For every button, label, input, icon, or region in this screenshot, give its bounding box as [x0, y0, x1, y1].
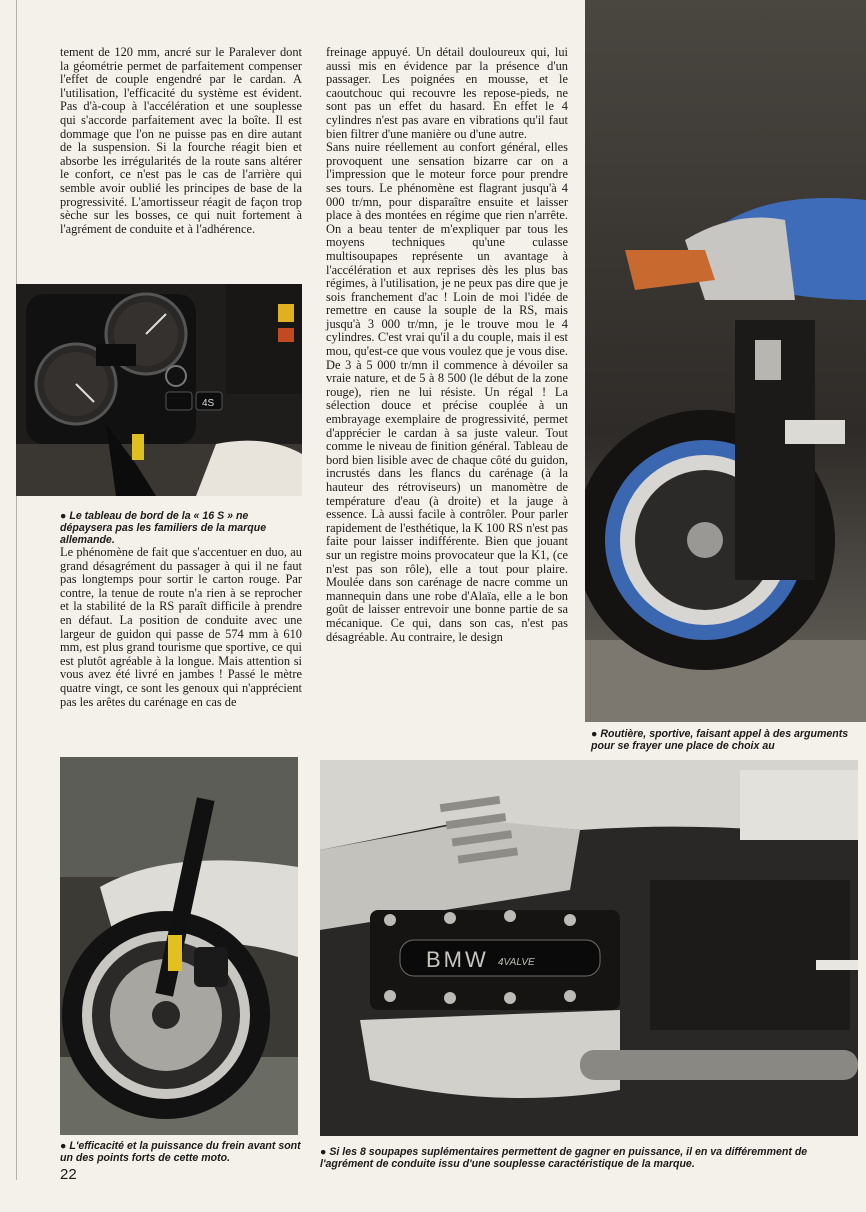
- caption-engine: [320, 1146, 840, 1170]
- caption-side-view: [591, 728, 859, 752]
- front-brake-photo: [60, 757, 298, 1135]
- side-view-photo: [585, 0, 866, 722]
- article-column-left-top: [60, 46, 302, 236]
- engine-photo: [320, 760, 858, 1136]
- caption-text: ● Le tableau de bord de la « 16 S » ne dépaysera pas les familiers de la marque allemande.: [60, 510, 267, 546]
- article-paragraph: tement de 120 mm, ancré sur le Paralever dont la géométrie permet de parfaitement compenser l'effet de couple engendré par le cardan. A l'utilisation, l'efficacité du système est évident. Pas d'à-coup à l'accélération et une souplesse qui s'accorde parfaitement avec la boîte. Il est dommage que l'on ne puisse pas en dire autant de la suspension. Si la fourche réagit bien et absorbe les irrégularités de la route sans altérer le confort, ce n'est pas le cas de l'arrière qui semble avoir oublié les principes de base de la progressivité. L'amortisseur réagit de façon trop sèche sur les bosses, ce qui nuit fortement à l'agrément de conduite et à l'adhérence.: [60, 45, 302, 236]
- engine-badge-text: 4VALVE: [498, 957, 535, 968]
- dashboard-photo: [16, 284, 302, 496]
- page-number: 22: [60, 1166, 77, 1183]
- dash-button-label: 4S: [202, 398, 215, 409]
- page-margin-rule: [16, 0, 17, 1180]
- caption-text: ● Routière, sportive, faisant appel à des arguments pour se frayer une place de choix au: [591, 728, 849, 752]
- caption-text: ● L'efficacité et la puissance du frein avant sont un des points forts de cette moto.: [60, 1140, 301, 1164]
- caption-text: ● Si les 8 soupapes suplémentaires permettent de gagner en puissance, il en va différemment de l'agrément de conduite issu d'une souplesse caractéristique de la marque.: [320, 1146, 808, 1170]
- engine-logo-text: BMW: [426, 947, 489, 972]
- caption-brake: [60, 1140, 302, 1164]
- article-column-left-bottom: [60, 546, 302, 709]
- article-paragraph: freinage appuyé. Un détail douloureux qui, lui aussi mis en évidence par la présence d'un passager. Les poignées en mousse, et le caoutchouc qui recouvre les repose-pieds, ne sont pas un effet du hasard. En effet le 4 cylindres n'est pas avare en vibrations qu'il faut bien filtrer d'une manière ou d'une autre. Sans nuire réellement au confort général, elles provoquent une sensation bizarre car on a l'impression que le moteur force pour prendre ses tours. Le phénomène est flagrant jusqu'à 4 000 tr/mn, pour disparaître ensuite et laisser place à des montées en régime que rien n'arrête. On a beau tenter de m'expliquer par tous les moyens techniques qu'une culasse multisoupapes représente un avantage à l'accélération et aux reprises dès les plus bas régimes, à l'utilisation, je ne peux pas dire que je sois franchement d'ac ! Loin de moi l'idée de remettre en cause la souple de la RS, mais jusqu'à 3 000 tr/mn, je le trouve mou le 4 cylindres. C'est vrai qu'il a du couple, mais il est mou, qu'est-ce que vous voulez que je vous dise. De 3 à 5 000 tr/mn il commence à dévoiler sa vraie nature, et de 5 à 8 500 (le début de la zone rouge), rien ne lui résiste. Un régal ! La sélection douce et précise couplée à un embrayage exemplaire de progressivité, permet d'apprécier le cardan à sa juste valeur. Tout comme le niveau de finition général. Tableau de bord bien lisible avec de chaque côté du guidon, incrustés dans les flancs du carénage (à la hauteur des rétroviseurs) un manomètre de température d'eau (à droite) et la jauge à essence. Là aussi facile à contrôler. Pour parler rapidement de l'esthétique, la K 100 RS n'est pas faite pour laisser indifférente. Bien que jouant sur un registre moins provocateur que la K1, (ce n'est pas son rôle), elle a tout pour plaire. Moulée dans son carénage de nacre comme un mannequin dans une robe d'Alaïa, elle a le bon goût de laisser entrevoir une bonne partie de sa mécanique. Ce qui, dans son cas, n'est pas désagréable. Au contraire, le design: [326, 45, 568, 644]
- article-paragraph: Le phénomène de fait que s'accentuer en duo, au grand désagrément du passager à qui il ne faut pas longtemps pour sortir le carton rouge. Par contre, la tenue de route n'a rien à se reprocher et la stabilité de la RS paraît difficile à prendre en défaut. La position de conduite avec une largeur de guidon qui passe de 574 mm à 610 mm, est plus grand tourisme que sportive, ce qui est plutôt agréable à la longue. Mais attention si vous avez été livré en jambes ! Passé le mètre quatre vingt, ce sont les genoux qui n'apprécient pas les arêtes du carénage en cas de: [60, 545, 302, 709]
- caption-dashboard: [60, 510, 302, 546]
- article-column-middle: [326, 46, 568, 644]
